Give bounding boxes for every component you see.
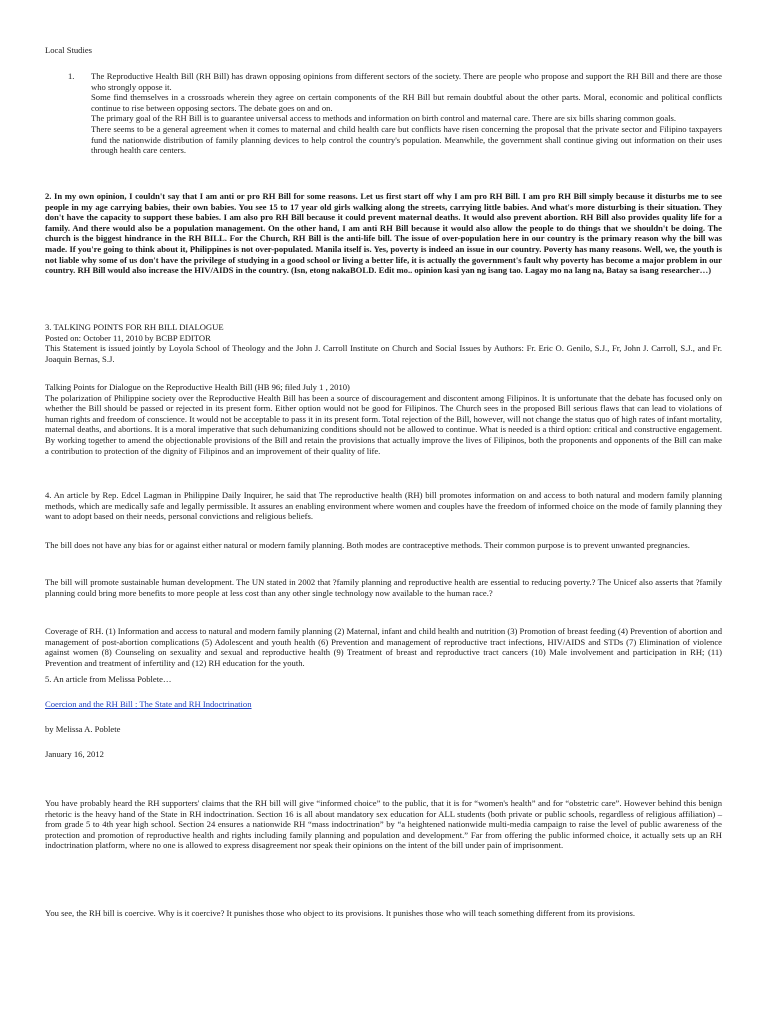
item-1-paragraph: Some find themselves in a crossroads wherein they agree on certain components of the RH Bill but remain doubtful about the other parts. Moral, economic and political conflicts continue to rise between opposing sectors. The debate goes on and on. — [91, 92, 722, 113]
item-3 — [45, 322, 722, 364]
item-4-coverage: Coverage of RH. (1) Information and access to natural and modern family planning (2) Maternal, infant and child health and nutrition (3) Promotion of breast feeding (4) Prevention of abortion and management of post-abortion complications (5) Adolescent and youth health (6) Prevention and management of reproductive tract infections, HIV/AIDS and STDs (7) Elimination of violence against women (8) Counseling on sexuality and sexual and reproductive health (9) Treatment of breast and reproductive tract cancers (10) Male involvement and participation in RH; (11) Prevention and treatment of infertility and (12) RH education for the youth. — [45, 626, 722, 668]
item-2-opinion: 2. In my own opinion, I couldn't say that I am anti or pro RH Bill for some reasons. Let us first start off why I am pro RH Bill. I am pro RH Bill simply because it disturbs me to see people in my age carrying babies, their own babies. You see 15 to 17 year old girls walking along the streets, carrying little babies. And what's more disturbing is their situation. They don't have the capacity to support these babies. I am also pro RH Bill because it could prevent maternal deaths. It would also prevent abortion. RH Bill also provides quality life for a family. And there would also be a population management. On the other hand, I am anti RH Bill because it would also allow the people to do things that we shouldn't be doing. The church is the biggest hindrance in the RH BILL. For the Church, RH Bill is the anti-life bill. The issue of over-population here in our country is the primary reason why the bill was made. If you're going to think about it, Philippines is not over-populated. Manila itself is. Yes, poverty is indeed an issue in our country. Poverty has many reasons. Well, we, the youth is not liable why some of us don't have the privilege of studying in a good school or living a better life, it is actually the government's fault why poverty has become a major problem in our country. RH Bill would also increase the HIV/AIDS in the country. (Isn, etong nakaBOLD. Edit mo.. opinion kasi yan ng isang tao. Lagay mo na lang na, Batay sa isang researcher…) — [45, 191, 722, 276]
item-4-paragraph-1: 4. An article by Rep. Edcel Lagman in Philippine Daily Inquirer, he said that The reproductive health (RH) bill promotes information on and access to both natural and modern family planning methods, which are medically safe and legally permissible. It assures an enabling environment where women and couples have the freedom of informed choice on the mode of family planning they want to adopt based on their needs, personal convictions and religious beliefs. — [45, 490, 722, 522]
item-1-paragraph: There seems to be a general agreement when it comes to maternal and child health care but conflicts have risen concerning the proposal that the private sector and Filipino taxpayers fund the nationwide distribution of family planning devices to help control the country's population. Meanwhile, the government shall continue giving out information on their uses through health care centers. — [91, 123, 722, 156]
item-5-intro: 5. An article from Melissa Poblete… — [45, 674, 172, 684]
item-1-paragraph: The Reproductive Health Bill (RH Bill) has drawn opposing opinions from different sectors of the society. There are people who propose and support the RH Bill and there are those who strongly oppose it. — [91, 71, 722, 92]
item-3-talking-points — [45, 382, 722, 456]
item-3-body: The polarization of Philippine society over the Reproductive Health Bill has been a source of discouragement and discontent among Filipinos. It is unfortunate that the debate has focused only on whether the Bill should be passed or rejected in its present form. Either option would not be good for Filipinos. The Church sees in the proposed Bill serious flaws that can lead to violations of human rights and freedom of conscience. It would not be acceptable to pass it in its present form. Total rejection of the Bill, however, will not change the status quo of high rates of infant mortality, maternal deaths, and abortions. It is a moral imperative that such dehumanizing conditions should not be allowed to continue. What is needed is a third option: critical and constructive engagement. By working together to amend the objectionable provisions of the Bill and retain the provisions that actually improve the lives of Filipinos, both the proponents and opponents of the Bill can make a contribution to protection of the dignity of Filipinos and an improvement of their quality of life. — [45, 392, 722, 456]
item-5-link-line — [45, 699, 722, 710]
item-3-issued: This Statement is issued jointly by Loyola School of Theology and the John J. Carroll Institute on Church and Social Issues by Authors: Fr. Eric O. Genilo, S.J., Fr, John J. Carroll, S.J., and Fr. Joaquin Bernas, S.J. — [45, 343, 722, 364]
item-5-date: January 16, 2012 — [45, 749, 104, 759]
item-3-talking-line: Talking Points for Dialogue on the Reproductive Health Bill (HB 96; filed July 1 , 2010) — [45, 382, 350, 392]
item-5-paragraph-2: You see, the RH bill is coercive. Why is it coercive? It punishes those who object to its provisions. It punishes those who will teach something different from its provisions. — [45, 908, 636, 918]
item-4-paragraph-3: The bill will promote sustainable human development. The UN stated in 2002 that ?family planning and reproductive health are essential to reducing poverty.? The Unicef also asserts that ?family planning could bring more benefits to more people at less cost than any other single technology now available to the human race.? — [45, 577, 722, 598]
page-heading: Local Studies — [45, 45, 93, 55]
item-5-byline: by Melissa A. Poblete — [45, 724, 121, 734]
item-1-number: 1. — [68, 71, 75, 81]
item-3-title: 3. TALKING POINTS FOR RH BILL DIALOGUE — [45, 322, 224, 332]
item-3-posted: Posted on: October 11, 2010 by BCBP EDITOR — [45, 332, 211, 343]
article-link[interactable]: Coercion and the RH Bill : The State and RH Indoctrination — [45, 699, 252, 709]
item-4-paragraph-2: The bill does not have any bias for or against either natural or modern family planning. Both modes are contraceptive methods. Their common purpose is to prevent unwanted pregnancies. — [45, 540, 690, 550]
item-1-body — [91, 71, 722, 156]
item-1-paragraph: The primary goal of the RH Bill is to guarantee universal access to methods and information on birth control and maternal care. There are six bills sharing common goals. — [91, 113, 677, 124]
item-5-paragraph-1: You have probably heard the RH supporters' claims that the RH bill will give “informed choice” to the public, that it is for “women's health” and for “obstetric care”. However behind this benign rhetoric is the heavy hand of the State in RH indoctrination. Section 16 is all about mandatory sex education for ALL students (both private or public schools, regardless of religious affiliation) – from grade 5 to 4th year high school. Section 24 ensures a nationwide RH “mass indoctrination” by “a heightened nationwide multi-media campaign to raise the level of public awareness of the protection and promotion of reproductive health and rights including family planning and population and development.” Far from offering the public informed choice, it actually sets up an RH indoctrination platform, where no one is allowed to express disagreement nor speak their opinions on the intent of the bill under pain of imprisonment. — [45, 798, 722, 851]
